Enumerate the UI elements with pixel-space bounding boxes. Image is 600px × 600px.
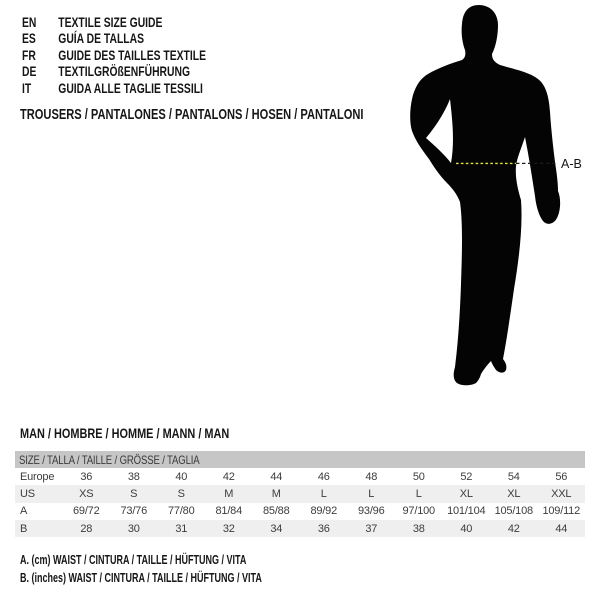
size-cell: 56 <box>555 470 568 483</box>
size-cell: 28 <box>80 522 93 535</box>
note-a: A. (cm) WAIST / CINTURA / TAILLE / HÜFTUNG / VITA <box>20 553 247 567</box>
size-cell: 44 <box>270 470 283 483</box>
size-cell: 77/80 <box>167 505 195 518</box>
size-cell: 31 <box>175 522 188 535</box>
category-title: TROUSERS / PANTALONES / PANTALONS / HOSEN / PANTALONI <box>20 106 364 123</box>
model-silhouette <box>400 0 600 420</box>
size-cell: L <box>368 487 375 500</box>
size-cell: L <box>320 487 327 500</box>
size-cell: 37 <box>365 522 378 535</box>
size-table-header-row <box>15 451 585 468</box>
size-cell: 32 <box>222 522 235 535</box>
table-row <box>15 485 585 502</box>
size-cell: 50 <box>412 470 425 483</box>
language-label: GUIDA ALLE TAGLIE TESSILI <box>58 79 203 96</box>
language-title-list <box>22 14 206 96</box>
size-cell: 36 <box>80 470 93 483</box>
table-header-cell <box>15 451 585 468</box>
size-cell: M <box>271 487 281 500</box>
size-cell: 36 <box>317 522 330 535</box>
size-cell: 38 <box>127 470 140 483</box>
size-cell: 89/92 <box>310 505 338 518</box>
language-label: TEXTILGRÖßENFÜHRUNG <box>58 63 191 80</box>
size-cell: 48 <box>365 470 378 483</box>
row-label: B <box>20 522 28 535</box>
size-cell: 73/76 <box>120 505 148 518</box>
language-row <box>22 47 206 63</box>
size-cell: 40 <box>460 522 473 535</box>
table-row <box>15 468 585 485</box>
language-code: EN <box>22 14 37 30</box>
size-cell: XS <box>79 487 94 500</box>
size-cell: XL <box>459 487 473 500</box>
size-cell: 34 <box>270 522 283 535</box>
size-cell: 30 <box>127 522 140 535</box>
note-b: B. (inches) WAIST / CINTURA / TAILLE / HÜFTUNG / VITA <box>20 570 262 585</box>
silhouette-svg <box>400 0 600 420</box>
size-cell: S <box>130 487 138 500</box>
language-code: ES <box>22 30 36 47</box>
size-cell: 42 <box>222 470 235 483</box>
size-cell: 109/112 <box>542 505 581 518</box>
language-code: DE <box>22 63 37 80</box>
size-cell: M <box>224 487 234 500</box>
size-cell: 97/100 <box>402 505 435 518</box>
language-row <box>22 63 206 79</box>
size-cell: 38 <box>412 522 425 535</box>
language-code: FR <box>22 46 36 63</box>
size-cell: 85/88 <box>262 505 290 518</box>
language-row <box>22 80 206 96</box>
size-cell: XXL <box>551 487 572 500</box>
size-cell: 40 <box>175 470 188 483</box>
man-silhouette-shape <box>410 5 560 385</box>
table-row <box>15 520 585 537</box>
language-label: TEXTILE SIZE GUIDE <box>58 14 163 30</box>
size-cell: 52 <box>460 470 473 483</box>
language-label: GUÍA DE TALLAS <box>58 30 145 47</box>
language-label: GUIDE DES TAILLES TEXTILE <box>58 46 207 63</box>
size-cell: 93/96 <box>357 505 385 518</box>
measurement-notes <box>20 552 262 588</box>
size-cell: 42 <box>507 522 520 535</box>
size-cell: 81/84 <box>215 505 243 518</box>
size-cell: 46 <box>317 470 330 483</box>
size-cell: L <box>415 487 422 500</box>
size-cell: XL <box>507 487 521 500</box>
size-cell: 105/108 <box>494 505 533 518</box>
size-cell: 54 <box>507 470 520 483</box>
row-label: A <box>20 505 28 518</box>
measure-label: A-B <box>561 156 582 171</box>
table-header-label: SIZE / TALLA / TAILLE / GRÖSSE / TAGLIA <box>19 452 200 467</box>
size-cell: 69/72 <box>72 505 100 518</box>
row-label: US <box>20 487 35 500</box>
size-cell: 101/104 <box>447 505 486 518</box>
language-code: IT <box>22 79 32 96</box>
size-cell: S <box>177 487 185 500</box>
language-row <box>22 14 206 30</box>
table-row <box>15 503 585 520</box>
size-cell: 44 <box>555 522 568 535</box>
gender-title: MAN / HOMBRE / HOMME / MANN / MAN <box>20 425 230 441</box>
row-label: Europe <box>20 470 55 483</box>
size-table <box>15 451 585 537</box>
language-row <box>22 30 206 46</box>
